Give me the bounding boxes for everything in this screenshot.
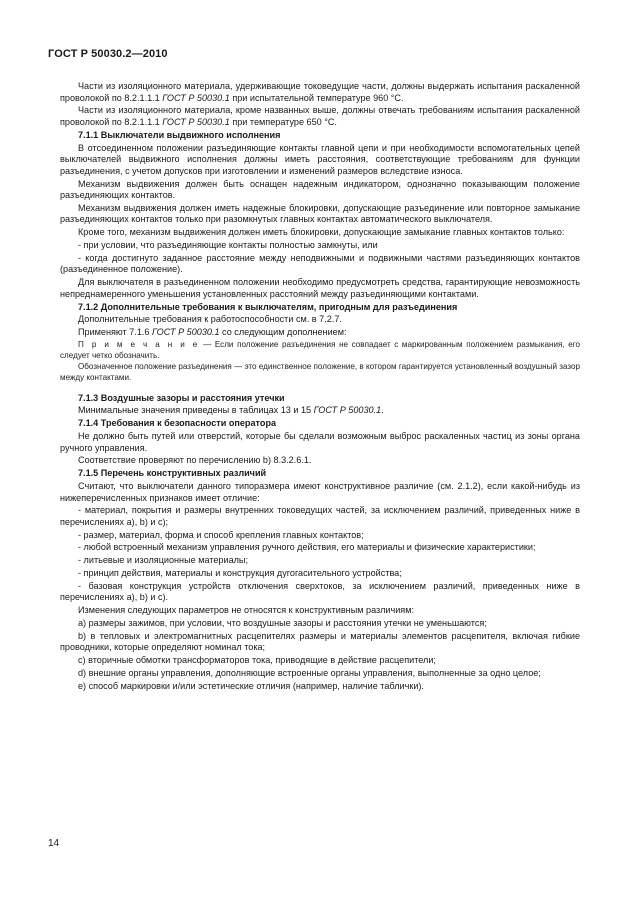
list-item: - литьевые и изоляционные материалы; bbox=[78, 555, 248, 566]
list-item: b) в тепловых и электромагнитных расцепителях размеры и материалы элементов расцепителя, включая гибкие проводники, которые определяют номинал тока; bbox=[60, 630, 580, 653]
paragraph: Минимальные значения приведены в таблицах 13 и 15 ГОСТ Р 50030.1. bbox=[78, 405, 384, 416]
paragraph: Соответствие проверяют по перечислению b) 8.3.2.6.1. bbox=[78, 455, 312, 466]
paragraph: В отсоединенном положении разъединяющие контакты главной цепи и при необходимости вспомогательных цепей выключателей выдвижного исполнения должны иметь расстояния, соответствующие требованиям для функции разъединения, с учетом допусков при изготовлении и изменений размеров вследствие износа. bbox=[60, 142, 580, 176]
list-item: с) вторичные обмотки трансформаторов тока, приводящие в действие расцепители; bbox=[78, 655, 436, 666]
paragraph: Дополнительные требования к работоспособности см. в 7.2.7. bbox=[78, 314, 342, 325]
list-item: а) размеры зажимов, при условии, что воздушные зазоры и расстояния утечки не уменьшаются; bbox=[78, 617, 487, 628]
paragraph: Не должно быть путей или отверстий, которые бы сделали возможным выброс раскаленных частиц из зоны органа ручного управления. bbox=[60, 431, 580, 453]
paragraph: Изменения следующих параметров не относятся к конструктивным различиям: bbox=[78, 605, 415, 616]
section-heading-7-1-3: 7.1.3 Воздушные зазоры и расстояния утечки bbox=[78, 392, 285, 403]
list-item: - принцип действия, материалы и конструкция дугогасительного устройства; bbox=[78, 568, 402, 579]
standard-reference: ГОСТ Р 50030.1 bbox=[152, 327, 220, 338]
standard-reference: ГОСТ Р 50030.1 bbox=[313, 405, 382, 416]
paragraph: Для выключателя в разъединенном положении необходимо предусмотреть средства, гарантирующие невозможность непреднамеренного уменьшения установленных расстояний между разъединяющими контактами. bbox=[60, 277, 580, 299]
list-item: - базовая конструкция устройств отключения сверхтоков, за исключением различий, приведенных ниже в перечислениях а), b) и с). bbox=[60, 580, 580, 603]
standard-reference: ГОСТ Р 50030.1 bbox=[162, 116, 230, 127]
list-item: е) способ маркировки и/или эстетические отличия (например, наличие таблички). bbox=[78, 680, 424, 691]
standard-reference: ГОСТ Р 50030.1 bbox=[162, 92, 230, 103]
paragraph: Части из изоляционного материала, кроме названных выше, должны отвечать требованиям испытания раскаленной проволокой по 8.2.1.1.1 ГОСТ Р 50030.1 при температуре 650 °С. bbox=[60, 105, 580, 127]
list-item: - любой встроенный механизм управления ручного действия, его материалы и физические характеристики; bbox=[78, 542, 536, 553]
paragraph: Считают, что выключатели данного типоразмера имеют конструктивное различие (см. 2.1.2), если какой-нибудь из нижеперечисленных признаков имеет отличие: bbox=[60, 480, 580, 503]
paragraph: Части из изоляционного материала, удерживающие токоведущие части, должны выдержать испытания раскаленной проволокой по 8.2.1.1.1 ГОСТ Р 50030.1 при испытательной температуре 960 °С. bbox=[60, 81, 580, 103]
paragraph: Применяют 7.1.6 ГОСТ Р 50030.1 со следующим дополнением: bbox=[78, 327, 347, 338]
list-item: - при условии, что разъединяющие контакты полностью замкнуты, или bbox=[78, 240, 378, 251]
paragraph: Механизм выдвижения должен иметь надежные блокировки, допускающие разъединение или повторное замыкание разъединяющих контактов только при разомкнутых главных контактах автоматического выключателя. bbox=[60, 202, 580, 225]
section-heading-7-1-1: 7.1.1 Выключатели выдвижного исполнения bbox=[78, 129, 281, 140]
note-label: П р и м е ч а н и е bbox=[78, 339, 200, 349]
list-item: d) внешние органы управления, дополняющие встроенные органы управления, выполненные за одно целое; bbox=[78, 667, 541, 678]
section-heading-7-1-5: 7.1.5 Перечень конструктивных различий bbox=[78, 468, 267, 479]
note: Обозначенное положение разъединения — это единственное положение, в котором гарантируется установленный воздушный зазор между контактами. bbox=[60, 362, 580, 382]
paragraph: Кроме того, механизм выдвижения должен иметь блокировки, допускающие замыкание главных контактов только: bbox=[78, 227, 565, 238]
note: П р и м е ч а н и е — Если положение разъединения не совпадает с маркированным положением размыкания, его следует четко обозначить. bbox=[60, 339, 580, 360]
list-item: - материал, покрытия и размеры внутренних токоведущих частей, за исключением различий, приведенных ниже в перечислениях а), b) и с); bbox=[60, 505, 580, 527]
section-heading-7-1-4: 7.1.4 Требования к безопасности оператора bbox=[78, 418, 277, 429]
section-heading-7-1-2: 7.1.2 Дополнительные требования к выключателям, пригодным для разъединения bbox=[78, 301, 458, 312]
page-number: 14 bbox=[48, 838, 60, 849]
document-body bbox=[60, 81, 580, 693]
document-header: ГОСТ Р 50030.2—2010 bbox=[48, 48, 168, 60]
paragraph: Механизм выдвижения должен быть оснащен надежным индикатором, однозначно показывающим положение разъединяющих контактов. bbox=[60, 178, 580, 201]
list-item: - размер, материал, форма и способ крепления главных контактов; bbox=[78, 529, 364, 540]
list-item: - когда достигнуто заданное расстояние между неподвижными и подвижными частями разъединяющих контактов (разъединенное положение). bbox=[60, 252, 580, 275]
